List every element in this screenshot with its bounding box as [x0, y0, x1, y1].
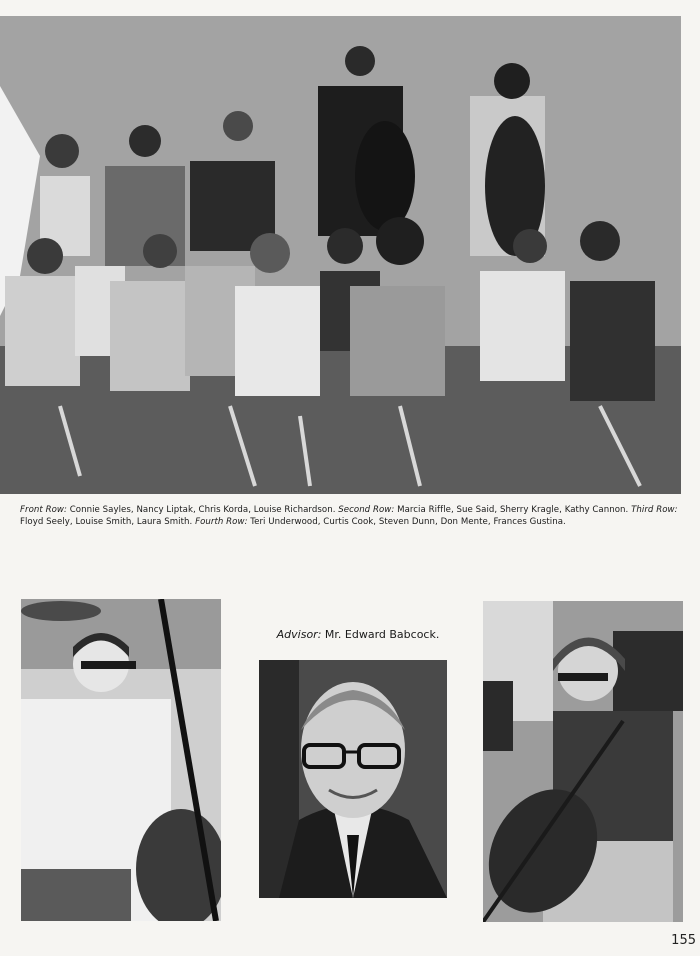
caption-row-names: Marcia Riffle, Sue Said, Sherry Kragle, Kathy Cannon.: [394, 505, 632, 515]
advisor-portrait: [259, 660, 447, 898]
caption-row-label: Fourth Row:: [195, 516, 248, 527]
advisor-prefix: Advisor:: [276, 628, 322, 641]
advisor-label: [258, 628, 458, 641]
caption-row-names: Connie Sayles, Nancy Liptak, Chris Korda, Louise Richardson.: [66, 505, 339, 515]
advisor-name: Mr. Edward Babcock.: [321, 628, 440, 641]
caption-row-label: Front Row:: [20, 505, 67, 515]
caption-row-label: Second Row:: [338, 505, 395, 515]
page-number: 155: [671, 933, 696, 948]
orchestra-group-photo: [0, 16, 681, 494]
bass-player-photo: [21, 599, 221, 921]
caption-row-label: Third Row:: [631, 505, 678, 515]
cellist-photo: [483, 601, 683, 922]
caption-row-names: Floyd Seely, Louise Smith, Laura Smith.: [20, 516, 196, 527]
caption-row-names: Teri Underwood, Curtis Cook, Steven Dunn, Don Mente, Frances Gustina.: [247, 516, 566, 527]
group-photo-caption: [20, 505, 685, 528]
